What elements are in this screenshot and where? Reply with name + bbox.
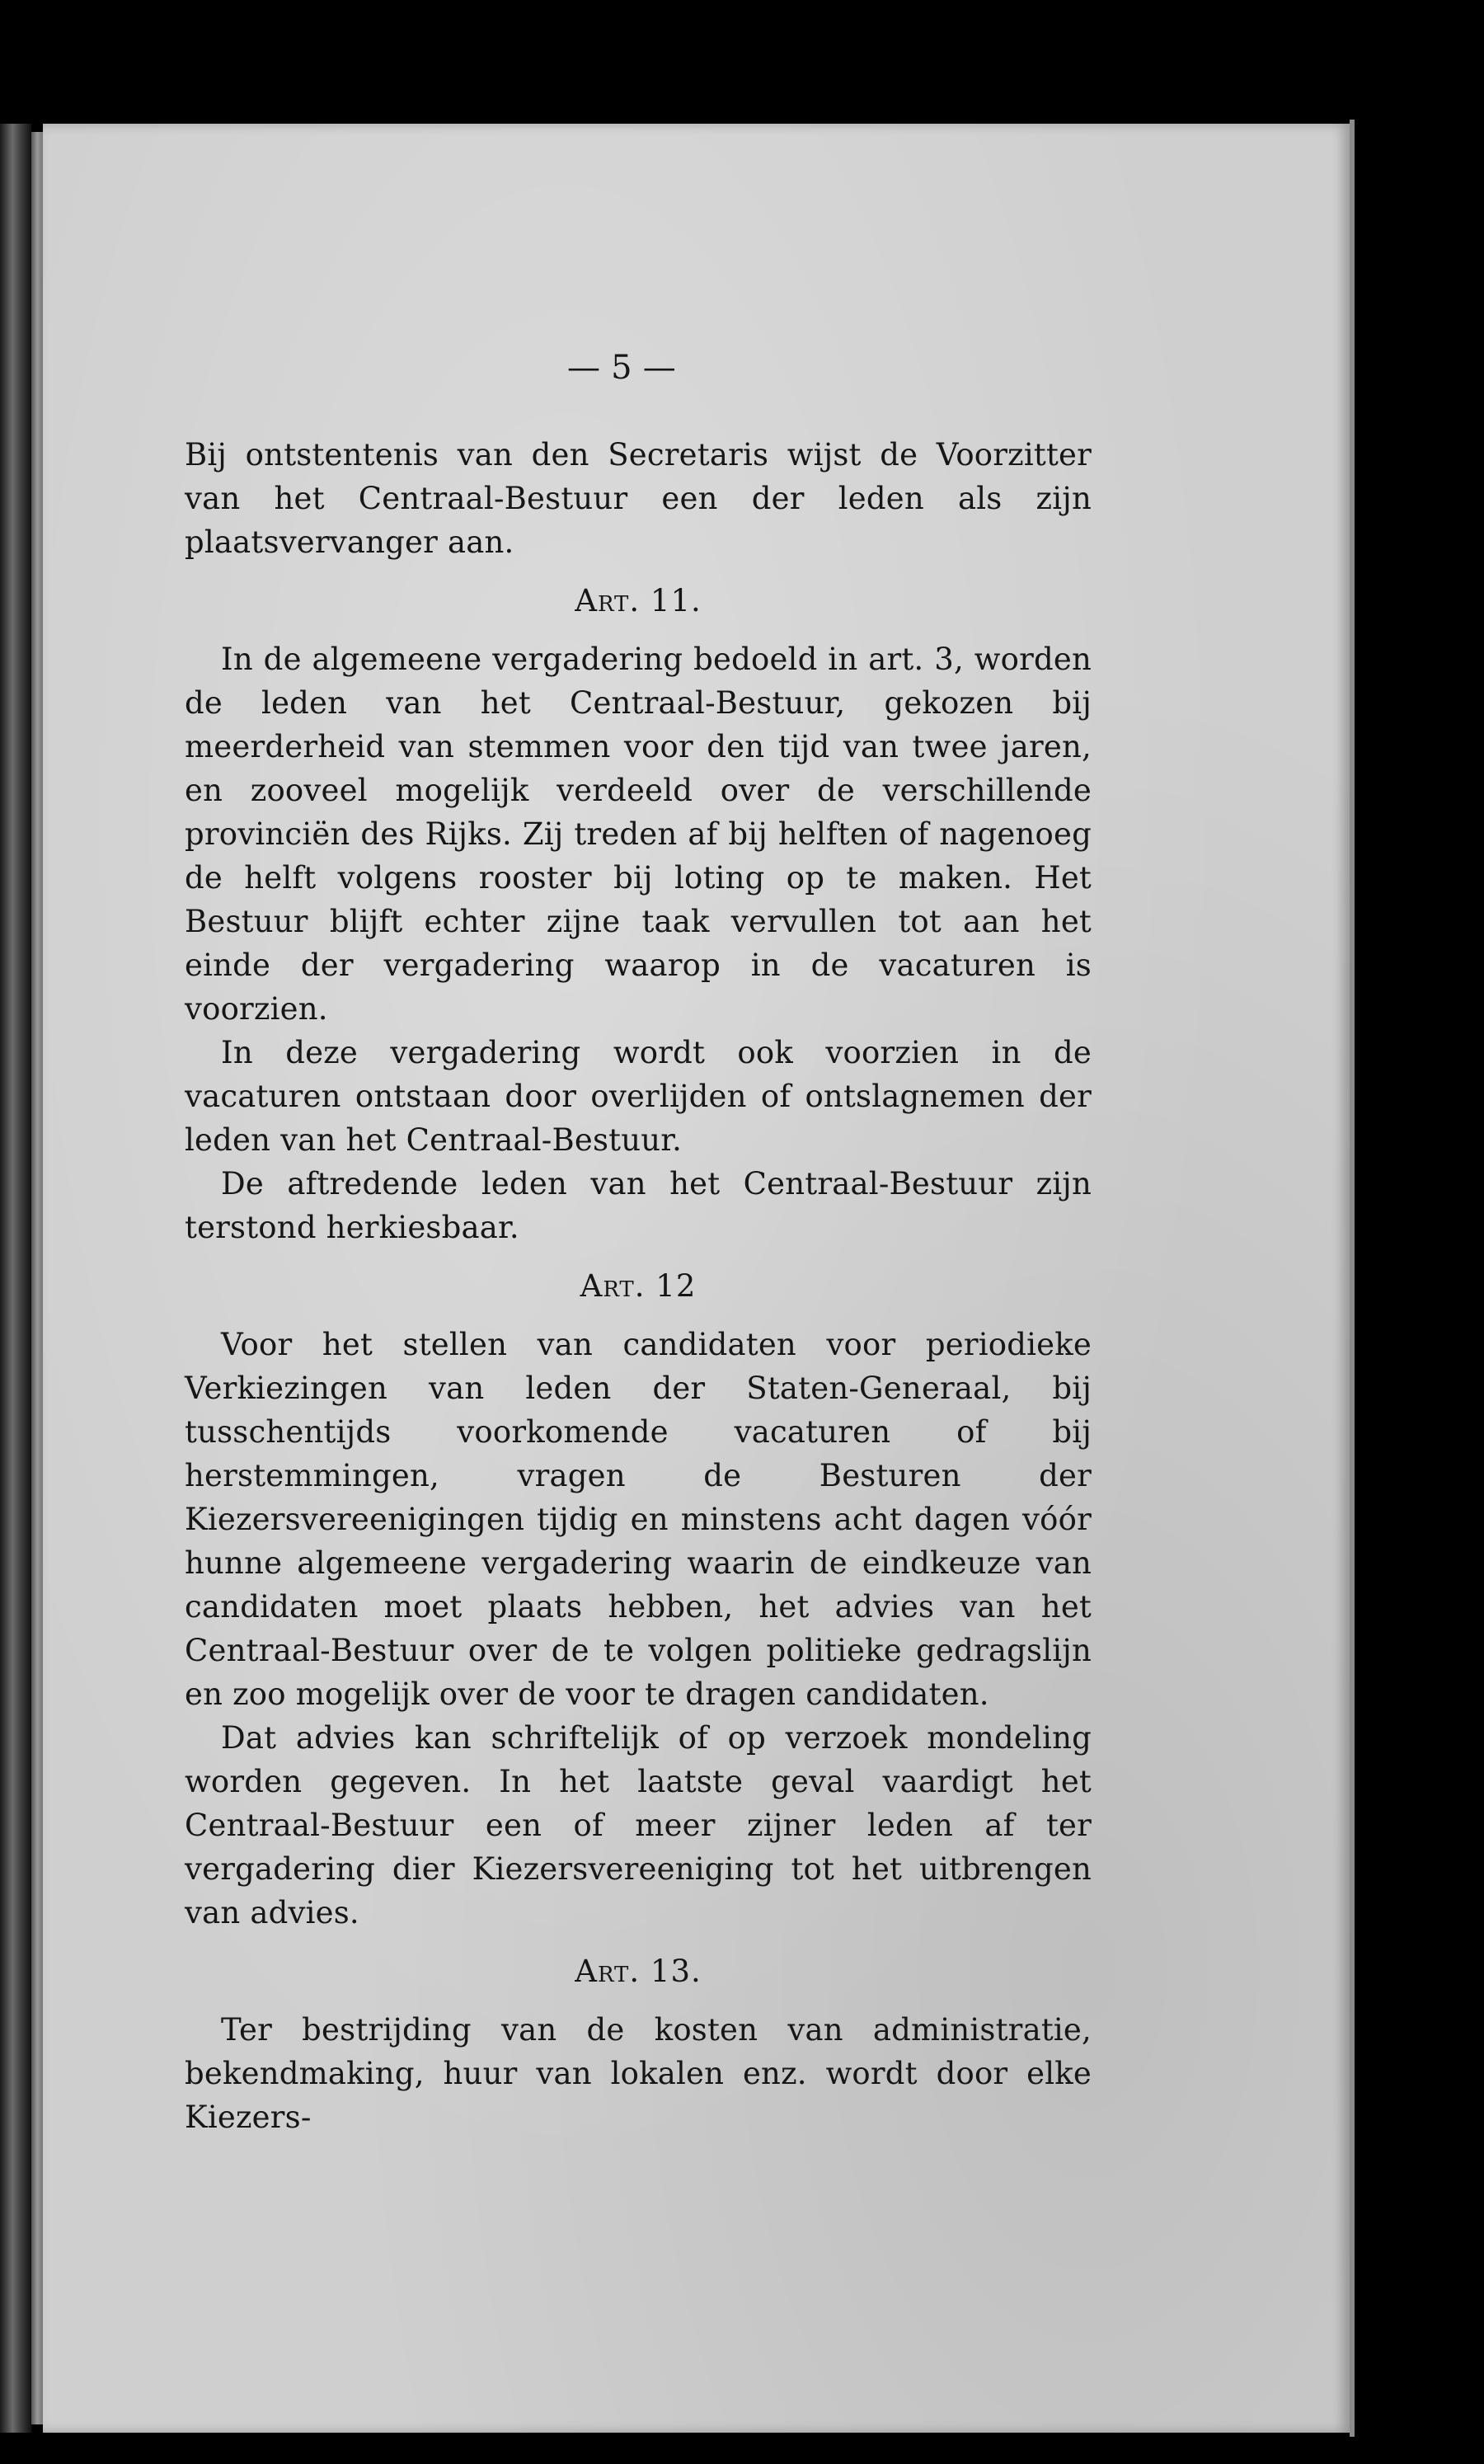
text-blocks (185, 433, 1092, 2139)
paragraph: In deze vergadering wordt ook voorzien in de vacaturen ontstaan door overlijden of ontslagnemen der leden van het Centraal-Bestuur. (185, 1035, 1092, 1158)
page-text (185, 346, 1092, 2139)
paragraph: Dat advies kan schriftelijk of op verzoek mondeling worden gegeven. In het laatste geval vaardigt het Centraal-Bestuur een of meer zijner leden af ter vergadering dier Kiezersvereeniging tot het uitbrengen van advies. (185, 1720, 1092, 1930)
paragraph: Bij ontstentenis van den Secretaris wijst de Voorzitter van het Centraal-Bestuur een der leden als zijn plaatsvervanger aan. (185, 437, 1092, 560)
article-heading: Art. 12 (580, 1268, 697, 1304)
paragraph: In de algemeene vergadering bedoeld in art. 3, worden de leden van het Centraal-Bestuur, gekozen bij meerderheid van stemmen voor den tijd van twee jaren, en zooveel mogelijk verdeeld over de verschillende provinciën des Rijks. Zij treden af bij helften of nagenoeg de helft volgens rooster bij loting op te maken. Het Bestuur blijft echter zijne taak vervullen tot aan het einde der vergadering waarop in de vacaturen is voorzien. (185, 642, 1092, 1027)
paragraph: De aftredende leden van het Centraal-Bestuur zijn terstond herkiesbaar. (185, 1166, 1092, 1245)
paragraph: Ter bestrijding van de kosten van administratie, bekendmaking, huur van lokalen enz. wordt door elke Kiezers- (185, 2012, 1092, 2135)
book-spine-edge (0, 124, 31, 2433)
paper-right-edge (1350, 120, 1355, 2437)
article-heading: Art. 13. (575, 1954, 702, 1989)
page-number: — 5 — (567, 349, 676, 387)
paragraph: Voor het stellen van candidaten voor periodieke Verkiezingen van leden der Staten-Generaal, bij tusschentijds voorkomende vacaturen of bij herstemmingen, vragen de Besturen der Kiezersvereenigingen tijdig en minstens acht dagen vóór hunne algemeene vergadering waarin de eindkeuze van candidaten moet plaats hebben, het advies van het Centraal-Bestuur over de te volgen politieke gedragslijn en zoo mogelijk over de voor te dragen candidaten. (185, 1327, 1092, 1712)
page-stack-edge (31, 132, 43, 2424)
article-heading: Art. 11. (575, 583, 702, 618)
